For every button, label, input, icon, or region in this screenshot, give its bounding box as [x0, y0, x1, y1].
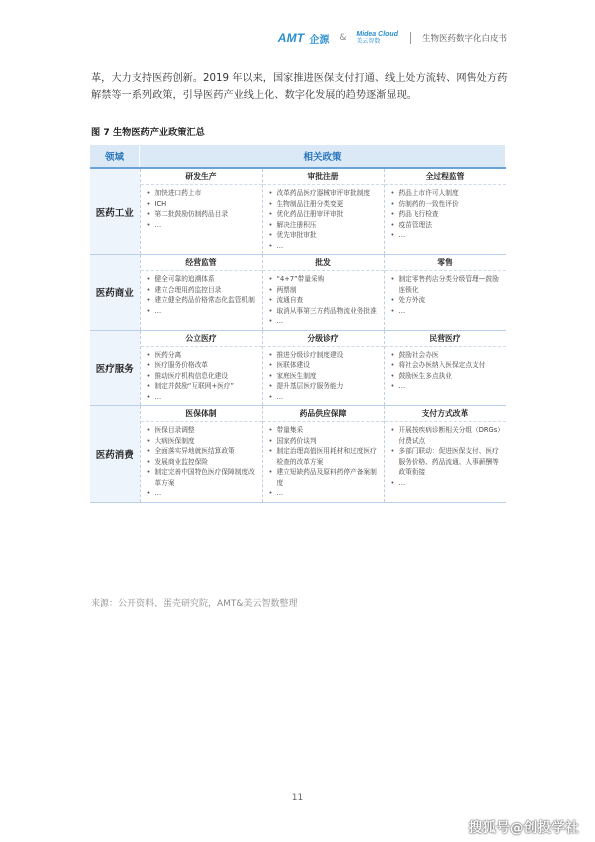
list-item: • 全面落实异地就医结算政策: [147, 446, 258, 457]
subcolumn-heading: 医保体制: [141, 406, 262, 422]
list-item: • …: [391, 306, 502, 317]
subcolumn-heading: 支付方式改革: [385, 406, 506, 422]
policy-list: [269, 274, 380, 327]
list-item: • 取消从事第三方药品物流业务批准: [269, 306, 380, 317]
policy-subcolumns: [140, 169, 506, 254]
subcolumn-heading: 全过程监管: [385, 169, 506, 185]
list-item: • 流通自查: [269, 295, 380, 306]
domain-cell: 医疗服务: [90, 330, 140, 406]
list-item: • 制定零售药店分类分级管理—鼓励连锁化: [391, 274, 502, 295]
subcolumn-heading: 民营医疗: [385, 331, 506, 347]
list-item: • 解决注册积压: [269, 220, 380, 231]
list-item: • 药品飞行检查: [391, 209, 502, 220]
list-item: • 发展商业监控保险: [147, 457, 258, 468]
list-item: • 优化药品注册审评审批: [269, 209, 380, 220]
domain-cell: 医药消费: [90, 406, 140, 503]
list-item: • “4+7”带量采购: [269, 274, 380, 285]
policy-subcolumn: [140, 169, 262, 254]
midea-cloud-logo-subtext: 美云智数: [356, 38, 381, 45]
figure-title: 图 7 生物医药产业政策汇总: [91, 127, 205, 138]
list-item: • 开展按疾病诊断相关分组（DRGs）付费试点: [391, 425, 502, 446]
policy-subcolumn: [262, 406, 384, 502]
list-item: • 医疗服务价格改革: [147, 360, 258, 371]
policy-subcolumn: [140, 406, 262, 502]
policy-list: [147, 350, 258, 403]
policy-subcolumn: [140, 331, 262, 406]
list-item: • 大病医保制度: [147, 436, 258, 447]
policy-subcolumn: [140, 255, 262, 330]
list-item: • 优先审批审批: [269, 230, 380, 241]
list-item: • 两票制: [269, 285, 380, 296]
policy-list: [147, 274, 258, 316]
list-item: • 带量集采: [269, 425, 380, 436]
list-item: • 医联体建设: [269, 360, 380, 371]
list-item: • 改革药品医疗器械审评审批制度: [269, 188, 380, 199]
domain-cell: 医药商业: [90, 255, 140, 331]
document-title: 生物医药数字化白皮书: [421, 34, 507, 44]
list-item: • 健全可靠的追溯体系: [147, 274, 258, 285]
subcolumn-heading: 研发生产: [141, 169, 262, 185]
list-item: • 多部门联动：促进医保支付、医疗服务价格、药品流通、人事薪酬等政策衔接: [391, 446, 502, 478]
subcolumn-heading: 经营监管: [141, 255, 262, 271]
policy-list: [391, 274, 502, 316]
list-item: • 制定治理高值医用耗材和过度医疗检查的改革方案: [269, 446, 380, 467]
amt-logo: AMT: [277, 31, 305, 45]
list-item: • 建立短缺药品及原料药停产备案制度: [269, 467, 380, 488]
policy-list: [391, 350, 502, 392]
policy-list: [391, 188, 502, 241]
list-item: • 国家药价谈判: [269, 436, 380, 447]
list-item: • 鼓励医生多点执业: [391, 371, 502, 382]
policy-list: [269, 350, 380, 403]
list-item: • …: [147, 488, 258, 499]
list-item: • 提升基层医疗服务能力: [269, 381, 380, 392]
policy-subcolumns: [140, 406, 506, 502]
policy-subcolumns: [140, 255, 506, 330]
list-item: • 仿制药的一致性评价: [391, 199, 502, 210]
policy-cell: [140, 168, 506, 255]
subcolumn-heading: 审批注册: [263, 169, 384, 185]
policy-subcolumn: [384, 331, 506, 406]
list-item: • 处方外流: [391, 295, 502, 306]
list-item: • 制定完善中国特色医疗保障制度改革方案: [147, 467, 258, 488]
policy-list: [147, 188, 258, 230]
policy-subcolumn: [262, 169, 384, 254]
list-item: • 鼓励社会办医: [391, 350, 502, 361]
header-domain: 领域: [90, 145, 140, 168]
table-row: [90, 330, 506, 406]
list-item: • …: [269, 488, 380, 499]
subcolumn-heading: 药品供应保障: [263, 406, 384, 422]
list-item: • …: [391, 381, 502, 392]
policy-list: [391, 425, 502, 488]
header-divider: [410, 32, 411, 44]
list-item: • 疫苗管理法: [391, 220, 502, 231]
policy-cell: [140, 406, 506, 503]
table-row: [90, 406, 506, 503]
list-item: • 加快进口药上市: [147, 188, 258, 199]
policy-subcolumn: [262, 255, 384, 330]
midea-cloud-logo: [356, 31, 398, 45]
table-header-row: [90, 145, 506, 168]
page-number: 11: [291, 793, 304, 803]
policy-cell: [140, 330, 506, 406]
subcolumn-heading: 公立医疗: [141, 331, 262, 347]
header-policies: 相关政策: [140, 145, 506, 168]
list-item: • 家庭医生制度: [269, 371, 380, 382]
subcolumn-heading: 分级诊疗: [263, 331, 384, 347]
policy-subcolumn: [384, 406, 506, 502]
list-item: • 建立合理用药监控目录: [147, 285, 258, 296]
policy-cell: [140, 255, 506, 331]
list-item: • 生物制品注册分类变更: [269, 199, 380, 210]
list-item: • 医保目录调整: [147, 425, 258, 436]
list-item: • …: [391, 230, 502, 241]
source-note: 来源：公开资料、蛋壳研究院，AMT&美云智数整理: [91, 599, 298, 609]
policy-subcolumn: [262, 331, 384, 406]
list-item: • 将社会办医纳入医保定点支付: [391, 360, 502, 371]
policy-summary-table: [90, 145, 506, 503]
list-item: • …: [269, 316, 380, 327]
logo-ampersand: &: [339, 33, 347, 43]
subcolumn-heading: 批发: [263, 255, 384, 271]
list-item: • 医药分离: [147, 350, 258, 361]
midea-cloud-logo-text: Midea Cloud: [356, 31, 398, 38]
list-item: • ICH: [147, 199, 258, 210]
table-row: [90, 168, 506, 255]
list-item: • 第二批鼓励仿制药品目录: [147, 209, 258, 220]
policy-list: [269, 188, 380, 251]
list-item: • …: [147, 220, 258, 231]
list-item: • …: [269, 392, 380, 403]
policy-subcolumns: [140, 331, 506, 406]
list-item: • …: [391, 478, 502, 489]
policy-subcolumn: [384, 255, 506, 330]
policy-list: [269, 425, 380, 499]
list-item: • …: [147, 306, 258, 317]
list-item: • 建立健全药品价格常态化监管机制: [147, 295, 258, 306]
body-paragraph: 革，大力支持医药创新。2019 年以来，国家推进医保支付打通、线上处方流转、网售处方药解禁等一系列政策，引导医药产业线上化、数字化发展的趋势逐渐显现。: [91, 73, 508, 101]
list-item: • 推动医疗机构信息化建设: [147, 371, 258, 382]
page-header: [278, 27, 507, 49]
list-item: • …: [147, 392, 258, 403]
list-item: • 制定并鼓励“互联网+医疗”: [147, 381, 258, 392]
policy-subcolumn: [384, 169, 506, 254]
subcolumn-heading: 零售: [385, 255, 506, 271]
qiyuan-logo-text: 企源: [309, 34, 330, 46]
domain-cell: 医药工业: [90, 168, 140, 255]
table-row: [90, 255, 506, 331]
list-item: • …: [269, 241, 380, 252]
watermark: 搜狐号@创投学社: [468, 820, 579, 836]
list-item: • 药品上市许可人制度: [391, 188, 502, 199]
policy-list: [147, 425, 258, 499]
list-item: • 推进分级诊疗制度建设: [269, 350, 380, 361]
